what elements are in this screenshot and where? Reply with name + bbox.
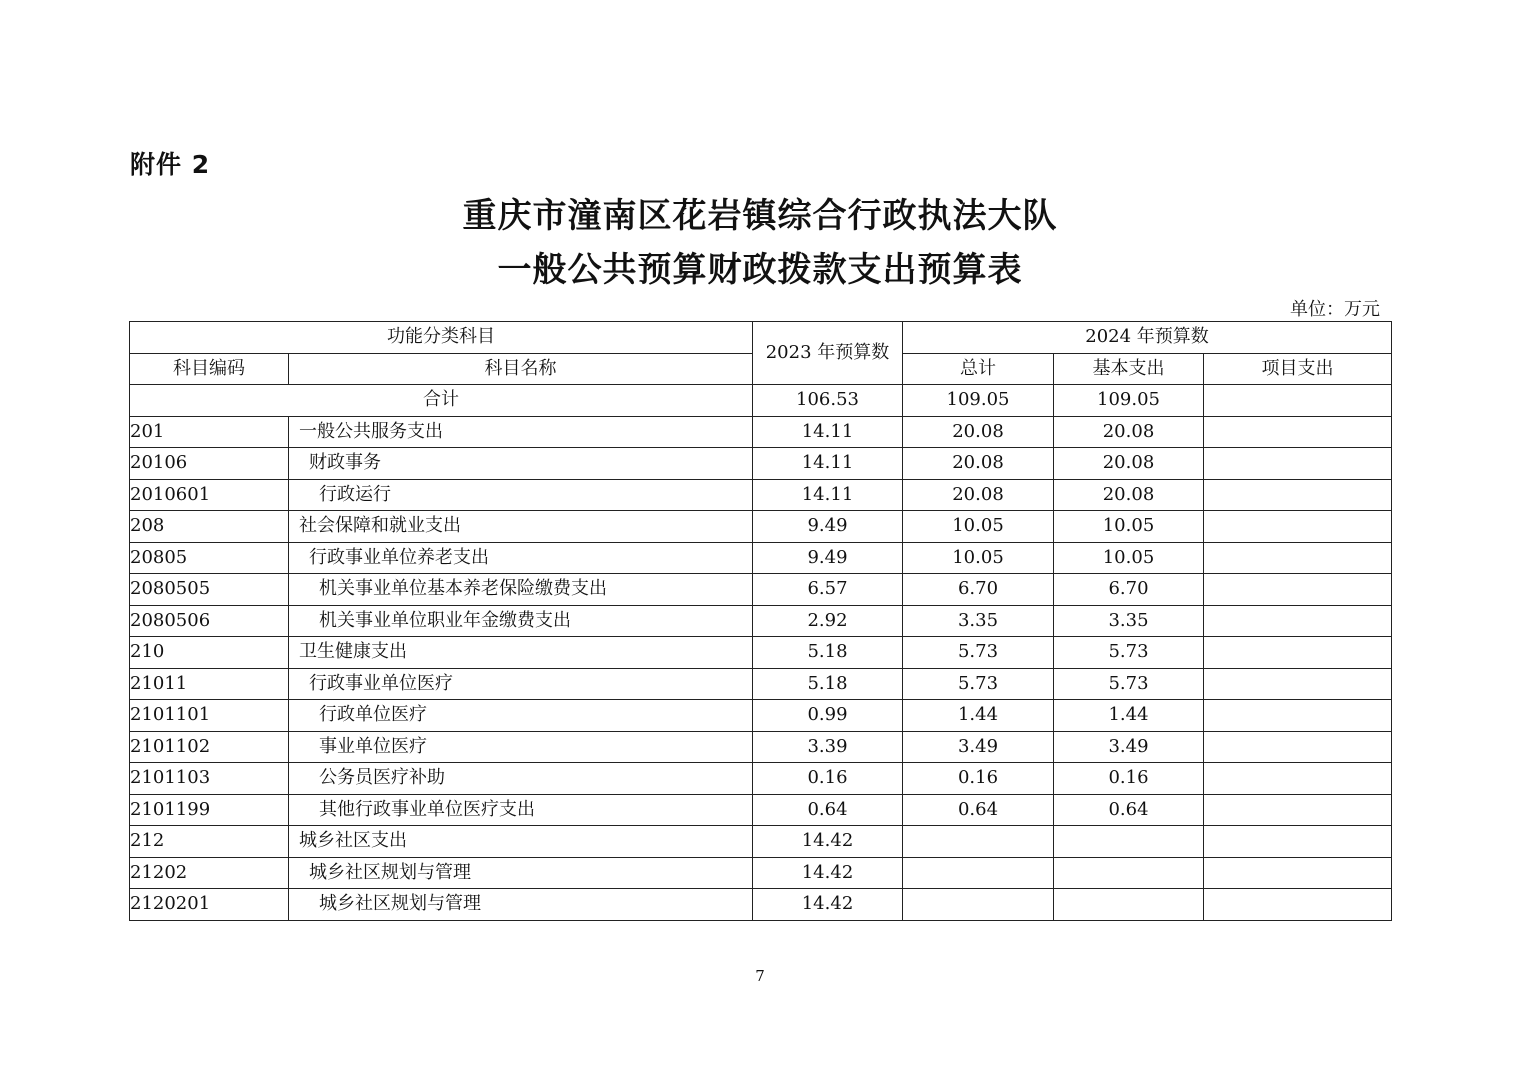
cell-code: 20805 [130,542,289,574]
table-row [130,700,1392,732]
cell-total: 10.05 [903,511,1054,543]
cell-budget-2023: 0.16 [753,763,903,795]
cell-code: 208 [130,511,289,543]
cell-name: 行政运行 [289,479,753,511]
cell-name: 城乡社区规划与管理 [289,857,753,889]
cell-project [1204,857,1392,889]
cell-name: 城乡社区规划与管理 [289,889,753,921]
cell-code: 2101199 [130,794,289,826]
cell-total: 20.08 [903,448,1054,480]
cell-project [1204,731,1392,763]
header-code: 科目编码 [130,353,289,385]
header-functional-category: 功能分类科目 [130,322,753,354]
cell-basic: 20.08 [1054,416,1204,448]
table-row [130,763,1392,795]
cell-code: 21202 [130,857,289,889]
budget-table [129,321,1392,921]
table-row [130,731,1392,763]
header-name: 科目名称 [289,353,753,385]
cell-code: 2101103 [130,763,289,795]
cell-code: 210 [130,637,289,669]
cell-budget-2023: 5.18 [753,668,903,700]
cell-total: 10.05 [903,542,1054,574]
cell-project [1204,637,1392,669]
cell-name: 机关事业单位基本养老保险缴费支出 [289,574,753,606]
cell-total: 0.16 [903,763,1054,795]
cell-basic: 1.44 [1054,700,1204,732]
cell-budget-2023: 9.49 [753,511,903,543]
unit-label: 单位：万元 [1290,299,1380,320]
cell-name: 城乡社区支出 [289,826,753,858]
cell-name: 机关事业单位职业年金缴费支出 [289,605,753,637]
cell-project [1204,542,1392,574]
cell-budget-2023: 5.18 [753,637,903,669]
header-total: 总计 [903,353,1054,385]
cell-budget-2023: 6.57 [753,574,903,606]
document-title-line-2: 一般公共预算财政拨款支出预算表 [497,250,1023,290]
cell-project [1204,448,1392,480]
table-row [130,542,1392,574]
cell-total [903,889,1054,921]
table-row [130,668,1392,700]
cell-project [1204,511,1392,543]
cell-project [1204,668,1392,700]
cell-budget-2023: 9.49 [753,542,903,574]
cell-name: 事业单位医疗 [289,731,753,763]
total-basic: 109.05 [1054,385,1204,417]
table-row [130,605,1392,637]
cell-budget-2023: 0.64 [753,794,903,826]
header-basic: 基本支出 [1054,353,1204,385]
table-row [130,511,1392,543]
cell-basic: 10.05 [1054,542,1204,574]
cell-code: 2120201 [130,889,289,921]
cell-project [1204,605,1392,637]
cell-code: 2080506 [130,605,289,637]
header-row-1 [130,322,1392,354]
cell-total [903,857,1054,889]
cell-basic [1054,857,1204,889]
cell-project [1204,763,1392,795]
total-total: 109.05 [903,385,1054,417]
cell-code: 2101101 [130,700,289,732]
cell-basic: 20.08 [1054,448,1204,480]
cell-code: 2080505 [130,574,289,606]
cell-basic: 0.64 [1054,794,1204,826]
page-number: 7 [755,967,765,985]
cell-total: 0.64 [903,794,1054,826]
cell-budget-2023: 14.11 [753,416,903,448]
table-row [130,857,1392,889]
cell-code: 21011 [130,668,289,700]
cell-total: 3.49 [903,731,1054,763]
cell-budget-2023: 0.99 [753,700,903,732]
cell-budget-2023: 3.39 [753,731,903,763]
table-row [130,826,1392,858]
cell-project [1204,700,1392,732]
cell-basic: 20.08 [1054,479,1204,511]
cell-basic [1054,889,1204,921]
cell-basic: 5.73 [1054,668,1204,700]
cell-budget-2023: 2.92 [753,605,903,637]
cell-basic: 3.49 [1054,731,1204,763]
cell-name: 卫生健康支出 [289,637,753,669]
table-row [130,637,1392,669]
cell-name: 公务员医疗补助 [289,763,753,795]
cell-name: 一般公共服务支出 [289,416,753,448]
cell-total: 5.73 [903,637,1054,669]
cell-code: 20106 [130,448,289,480]
header-project: 项目支出 [1204,353,1392,385]
cell-project [1204,416,1392,448]
cell-basic [1054,826,1204,858]
cell-project [1204,479,1392,511]
cell-budget-2023: 14.11 [753,448,903,480]
table-row [130,448,1392,480]
cell-budget-2023: 14.42 [753,826,903,858]
header-budget-2024: 2024 年预算数 [903,322,1392,354]
cell-total: 3.35 [903,605,1054,637]
table-row [130,416,1392,448]
cell-total: 6.70 [903,574,1054,606]
cell-total: 20.08 [903,416,1054,448]
document-title-line-1: 重庆市潼南区花岩镇综合行政执法大队 [462,196,1058,236]
cell-total: 1.44 [903,700,1054,732]
cell-basic: 10.05 [1054,511,1204,543]
cell-project [1204,889,1392,921]
cell-name: 行政事业单位医疗 [289,668,753,700]
cell-name: 社会保障和就业支出 [289,511,753,543]
cell-total: 20.08 [903,479,1054,511]
cell-total: 5.73 [903,668,1054,700]
cell-name: 行政单位医疗 [289,700,753,732]
cell-basic: 6.70 [1054,574,1204,606]
table-row [130,794,1392,826]
cell-project [1204,794,1392,826]
cell-project [1204,826,1392,858]
cell-budget-2023: 14.42 [753,857,903,889]
cell-code: 2101102 [130,731,289,763]
attachment-label: 附件 2 [130,150,211,179]
total-project [1204,385,1392,417]
cell-basic: 3.35 [1054,605,1204,637]
total-row [130,385,1392,417]
table-row [130,889,1392,921]
total-budget-2023: 106.53 [753,385,903,417]
total-label: 合计 [130,385,753,417]
table-row [130,574,1392,606]
cell-budget-2023: 14.11 [753,479,903,511]
cell-code: 201 [130,416,289,448]
cell-budget-2023: 14.42 [753,889,903,921]
cell-total [903,826,1054,858]
header-budget-2023: 2023 年预算数 [753,322,903,385]
cell-name: 其他行政事业单位医疗支出 [289,794,753,826]
cell-code: 2010601 [130,479,289,511]
cell-name: 行政事业单位养老支出 [289,542,753,574]
cell-basic: 5.73 [1054,637,1204,669]
cell-name: 财政事务 [289,448,753,480]
cell-project [1204,574,1392,606]
cell-code: 212 [130,826,289,858]
table-row [130,479,1392,511]
cell-basic: 0.16 [1054,763,1204,795]
